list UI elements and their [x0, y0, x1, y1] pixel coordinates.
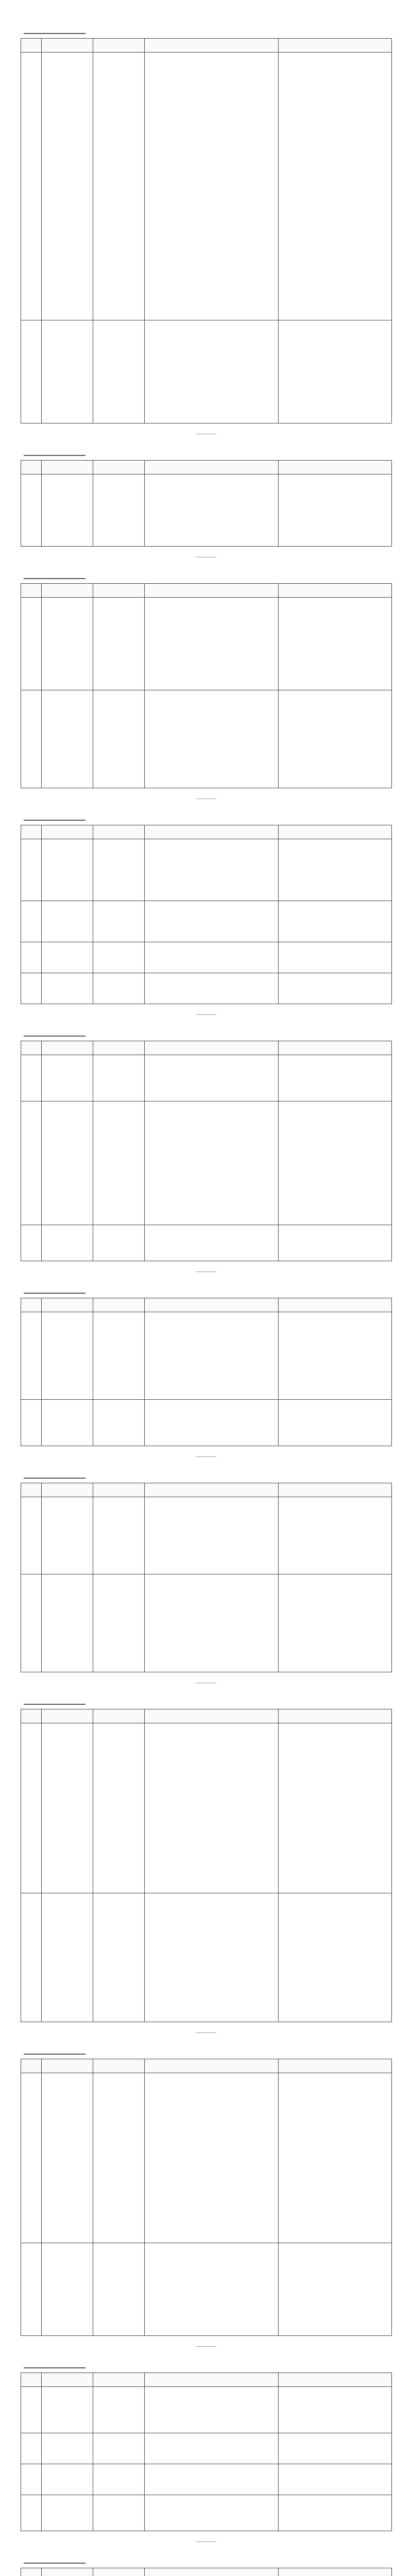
table-header-row — [21, 461, 392, 474]
table-header-cell — [93, 2059, 145, 2073]
table-header-cell — [42, 2059, 93, 2073]
table-cell — [145, 839, 279, 901]
table-row — [21, 2243, 392, 2336]
page-number — [196, 1677, 216, 1683]
table-header-row — [21, 39, 392, 53]
table-header-cell — [93, 1483, 145, 1497]
table-cell — [145, 1312, 279, 1400]
table-cell — [42, 1723, 93, 1893]
table-header-cell — [145, 1483, 279, 1497]
document-block — [21, 1694, 391, 2033]
table-cell — [279, 320, 392, 423]
content-table — [21, 460, 392, 547]
document-block — [21, 24, 391, 434]
content-table — [21, 1483, 392, 1672]
table-header-cell — [93, 2373, 145, 2387]
table-cell — [21, 839, 42, 901]
table-cell — [279, 1574, 392, 1672]
section-heading — [24, 810, 85, 821]
table-cell — [93, 53, 145, 320]
table-cell — [93, 1225, 145, 1261]
table-cell — [279, 942, 392, 973]
table-cell — [42, 2433, 93, 2464]
table-cell — [42, 1497, 93, 1574]
document-block — [21, 2358, 391, 2542]
table-row — [21, 942, 392, 973]
table-cell — [279, 1723, 392, 1893]
document-block — [21, 2553, 391, 2576]
table-cell — [21, 1055, 42, 1101]
document-block — [21, 810, 391, 1015]
table-row — [21, 1055, 392, 1101]
table-cell — [93, 2073, 145, 2243]
section-heading — [24, 1468, 85, 1479]
table-cell — [21, 942, 42, 973]
table-cell — [21, 2433, 42, 2464]
table-row — [21, 1723, 392, 1893]
table-cell — [93, 690, 145, 788]
table-header-cell — [42, 1041, 93, 1055]
table-cell — [145, 1497, 279, 1574]
table-cell — [145, 2243, 279, 2336]
table-cell — [145, 474, 279, 547]
table-cell — [42, 2387, 93, 2433]
table-row — [21, 1893, 392, 2022]
section-heading — [24, 24, 85, 34]
table-cell — [42, 598, 93, 690]
page-number — [196, 2027, 216, 2033]
table-cell — [21, 1101, 42, 1225]
document-block — [21, 1468, 391, 1683]
table-header-cell — [93, 1041, 145, 1055]
table-cell — [145, 973, 279, 1004]
table-cell — [145, 1574, 279, 1672]
table-header-cell — [21, 461, 42, 474]
table-cell — [279, 2243, 392, 2336]
table-cell — [93, 474, 145, 547]
table-cell — [21, 1225, 42, 1261]
table-cell — [21, 53, 42, 320]
table-cell — [42, 1574, 93, 1672]
table-cell — [21, 690, 42, 788]
table-cell — [145, 1225, 279, 1261]
content-table — [21, 1041, 392, 1261]
table-header-row — [21, 1709, 392, 1723]
table-cell — [21, 2387, 42, 2433]
table-header-cell — [145, 1298, 279, 1312]
table-row — [21, 839, 392, 901]
section-heading — [24, 2358, 85, 2368]
table-header-cell — [93, 39, 145, 53]
table-cell — [145, 901, 279, 942]
section-heading — [24, 2044, 85, 2055]
table-row — [21, 2387, 392, 2433]
table-cell — [93, 598, 145, 690]
table-cell — [145, 598, 279, 690]
table-header-row — [21, 825, 392, 839]
table-cell — [21, 2243, 42, 2336]
table-header-row — [21, 2373, 392, 2387]
table-header-cell — [279, 2059, 392, 2073]
table-cell — [279, 1225, 392, 1261]
document-block — [21, 446, 391, 557]
content-table — [21, 2372, 392, 2531]
table-header-cell — [145, 584, 279, 598]
table-cell — [42, 2243, 93, 2336]
content-table — [21, 2059, 392, 2336]
table-row — [21, 1497, 392, 1574]
table-cell — [145, 690, 279, 788]
content-table — [21, 1709, 392, 2022]
page-number — [196, 429, 216, 434]
table-cell — [21, 1723, 42, 1893]
content-table — [21, 2568, 392, 2576]
table-header-cell — [42, 2373, 93, 2387]
table-header-cell — [145, 2373, 279, 2387]
table-cell — [42, 1101, 93, 1225]
table-header-cell — [279, 2568, 392, 2576]
document-block — [21, 569, 391, 799]
table-header-row — [21, 584, 392, 598]
table-cell — [21, 1400, 42, 1446]
table-cell — [93, 1312, 145, 1400]
table-cell — [42, 690, 93, 788]
table-cell — [21, 1574, 42, 1672]
table-cell — [42, 839, 93, 901]
table-cell — [42, 1055, 93, 1101]
table-header-cell — [279, 1298, 392, 1312]
table-cell — [21, 901, 42, 942]
table-cell — [279, 53, 392, 320]
table-header-row — [21, 1041, 392, 1055]
page-number — [196, 552, 216, 557]
table-cell — [21, 474, 42, 547]
table-header-cell — [93, 1298, 145, 1312]
table-header-cell — [21, 1298, 42, 1312]
table-header-cell — [21, 2059, 42, 2073]
table-cell — [279, 1497, 392, 1574]
table-cell — [145, 1893, 279, 2022]
table-row — [21, 1225, 392, 1261]
table-cell — [42, 320, 93, 423]
content-table — [21, 38, 392, 423]
table-header-cell — [279, 584, 392, 598]
table-header-row — [21, 1483, 392, 1497]
table-cell — [145, 53, 279, 320]
table-cell — [93, 1723, 145, 1893]
page-number — [196, 793, 216, 799]
table-cell — [93, 2464, 145, 2495]
table-cell — [93, 942, 145, 973]
table-header-cell — [21, 584, 42, 598]
table-row — [21, 474, 392, 547]
table-cell — [93, 2243, 145, 2336]
table-cell — [93, 2433, 145, 2464]
section-heading — [24, 569, 85, 579]
table-cell — [42, 942, 93, 973]
table-cell — [279, 973, 392, 1004]
table-header-row — [21, 2059, 392, 2073]
page-number — [196, 1266, 216, 1272]
table-header-cell — [21, 2373, 42, 2387]
section-heading — [24, 446, 85, 456]
table-header-cell — [42, 461, 93, 474]
table-row — [21, 320, 392, 423]
table-cell — [145, 320, 279, 423]
section-heading — [24, 1026, 85, 1037]
table-cell — [279, 2433, 392, 2464]
table-header-cell — [145, 1041, 279, 1055]
table-header-cell — [42, 584, 93, 598]
table-cell — [93, 2495, 145, 2531]
table-cell — [42, 2073, 93, 2243]
table-cell — [21, 973, 42, 1004]
table-header-cell — [279, 825, 392, 839]
table-header-cell — [21, 825, 42, 839]
table-header-cell — [21, 1483, 42, 1497]
table-header-cell — [93, 461, 145, 474]
table-cell — [42, 973, 93, 1004]
table-cell — [279, 2073, 392, 2243]
table-cell — [145, 2433, 279, 2464]
table-row — [21, 2464, 392, 2495]
table-cell — [93, 1893, 145, 2022]
table-cell — [279, 598, 392, 690]
table-cell — [42, 1312, 93, 1400]
content-table — [21, 1298, 392, 1446]
section-heading — [24, 2553, 85, 2564]
table-row — [21, 1400, 392, 1446]
table-cell — [93, 1497, 145, 1574]
table-cell — [21, 2495, 42, 2531]
table-cell — [279, 1400, 392, 1446]
table-header-row — [21, 1298, 392, 1312]
table-row — [21, 1101, 392, 1225]
table-cell — [42, 1893, 93, 2022]
table-cell — [93, 973, 145, 1004]
table-header-cell — [42, 2568, 93, 2576]
table-header-row — [21, 2568, 392, 2576]
table-row — [21, 2073, 392, 2243]
table-header-cell — [42, 1298, 93, 1312]
page-number — [196, 2536, 216, 2542]
table-cell — [21, 1893, 42, 2022]
table-cell — [93, 1101, 145, 1225]
table-row — [21, 901, 392, 942]
table-header-cell — [93, 1709, 145, 1723]
table-header-cell — [21, 39, 42, 53]
table-header-cell — [42, 39, 93, 53]
table-cell — [21, 598, 42, 690]
table-cell — [145, 2073, 279, 2243]
document-block — [21, 1026, 391, 1272]
page-number — [196, 1451, 216, 1457]
table-cell — [279, 2387, 392, 2433]
table-cell — [93, 2387, 145, 2433]
table-cell — [145, 1400, 279, 1446]
table-row — [21, 1312, 392, 1400]
table-row — [21, 2495, 392, 2531]
table-cell — [21, 2073, 42, 2243]
table-cell — [279, 690, 392, 788]
table-header-cell — [279, 461, 392, 474]
table-cell — [145, 2495, 279, 2531]
table-cell — [42, 1400, 93, 1446]
document-block — [21, 1283, 391, 1457]
table-cell — [93, 839, 145, 901]
table-cell — [279, 1055, 392, 1101]
table-header-cell — [279, 1041, 392, 1055]
table-cell — [145, 1101, 279, 1225]
table-cell — [93, 1055, 145, 1101]
section-heading — [24, 1283, 85, 1294]
table-cell — [21, 1312, 42, 1400]
table-cell — [93, 1574, 145, 1672]
table-cell — [145, 2387, 279, 2433]
table-header-cell — [42, 1483, 93, 1497]
table-cell — [279, 2495, 392, 2531]
table-row — [21, 1574, 392, 1672]
table-header-cell — [145, 825, 279, 839]
table-cell — [21, 320, 42, 423]
table-header-cell — [279, 1483, 392, 1497]
table-cell — [279, 901, 392, 942]
table-cell — [21, 2464, 42, 2495]
table-cell — [21, 1497, 42, 1574]
table-header-cell — [21, 1709, 42, 1723]
table-cell — [42, 901, 93, 942]
table-header-cell — [93, 825, 145, 839]
table-cell — [93, 1400, 145, 1446]
table-header-cell — [279, 1709, 392, 1723]
table-row — [21, 973, 392, 1004]
table-header-cell — [42, 1709, 93, 1723]
table-header-cell — [145, 39, 279, 53]
table-header-cell — [145, 461, 279, 474]
document-block — [21, 2044, 391, 2347]
section-heading — [24, 1694, 85, 1705]
table-row — [21, 598, 392, 690]
table-cell — [145, 1723, 279, 1893]
table-cell — [42, 1225, 93, 1261]
table-row — [21, 690, 392, 788]
content-table — [21, 825, 392, 1004]
table-cell — [42, 2464, 93, 2495]
table-cell — [42, 2495, 93, 2531]
table-header-cell — [93, 2568, 145, 2576]
table-cell — [145, 1055, 279, 1101]
table-cell — [279, 839, 392, 901]
content-table — [21, 583, 392, 788]
page-number — [196, 2341, 216, 2347]
table-cell — [279, 1101, 392, 1225]
table-cell — [279, 1893, 392, 2022]
table-row — [21, 53, 392, 320]
table-cell — [145, 942, 279, 973]
table-header-cell — [145, 2568, 279, 2576]
table-header-cell — [279, 39, 392, 53]
table-cell — [279, 1312, 392, 1400]
table-cell — [42, 474, 93, 547]
table-cell — [279, 474, 392, 547]
table-cell — [42, 53, 93, 320]
table-row — [21, 2433, 392, 2464]
table-header-cell — [279, 2373, 392, 2387]
page-number — [196, 1009, 216, 1015]
table-header-cell — [93, 584, 145, 598]
table-cell — [145, 2464, 279, 2495]
table-header-cell — [21, 1041, 42, 1055]
table-header-cell — [42, 825, 93, 839]
table-cell — [93, 901, 145, 942]
table-header-cell — [21, 2568, 42, 2576]
table-cell — [93, 320, 145, 423]
table-cell — [279, 2464, 392, 2495]
table-header-cell — [145, 2059, 279, 2073]
table-header-cell — [145, 1709, 279, 1723]
